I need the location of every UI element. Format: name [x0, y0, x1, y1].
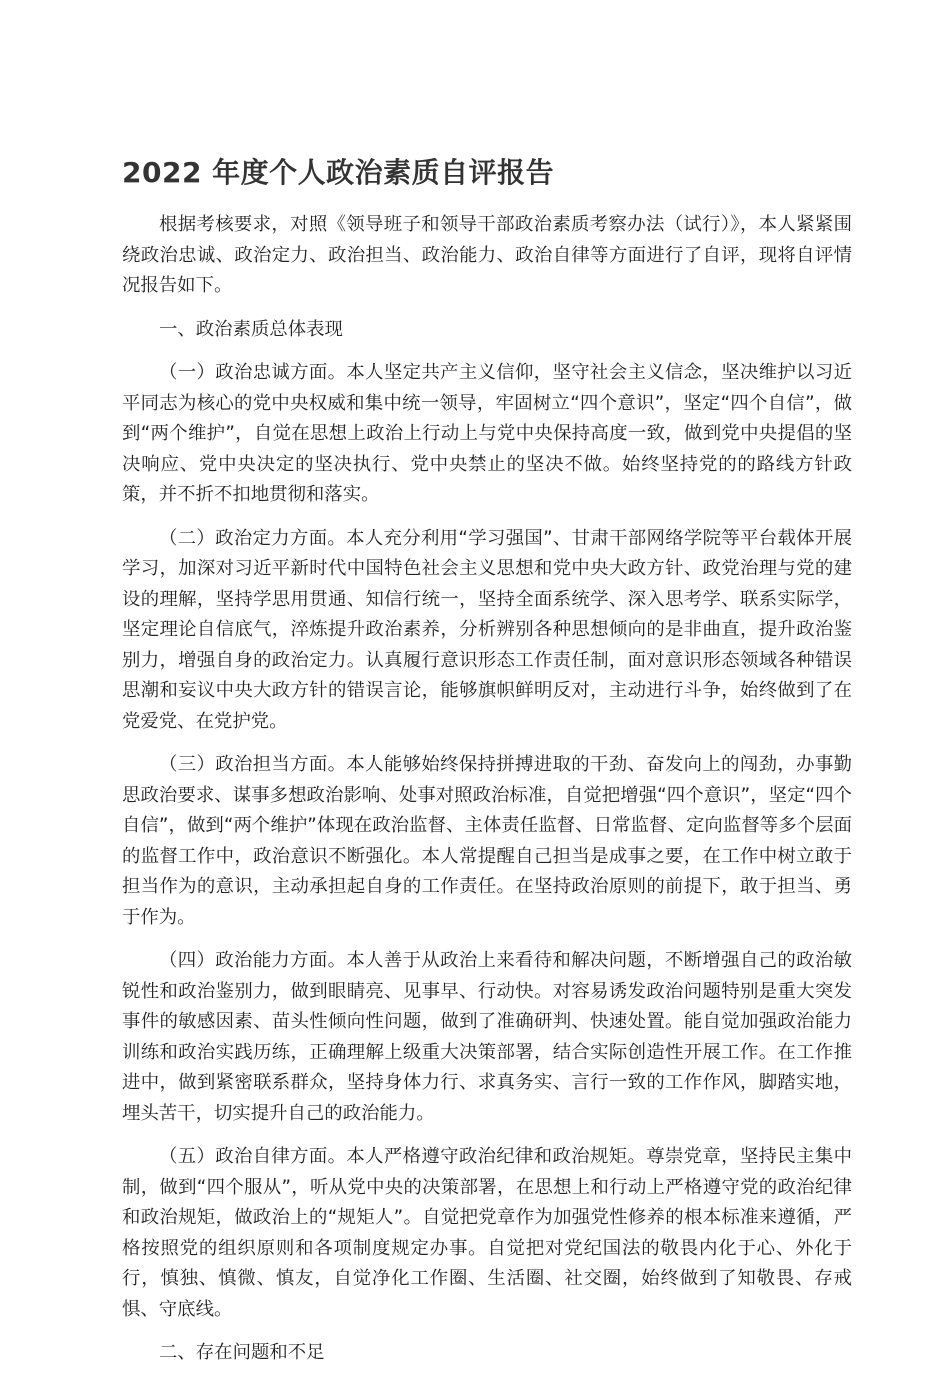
item-political-self-discipline: （五）政治自律方面。本人严格遵守政治纪律和政治规矩。尊崇党章，坚持民主集中制，做到“四个服从”，听从党中央的决策部署，在思想上和行动上严格遵守党的政治纪律和政治规矩，做政治上的“规矩人”。自觉把党章作为加强党性修养的根本标准来遵循，严格按照党的组织原则和各项制度规定办事。自觉把对党纪国法的敬畏内化于心、外化于行，慎独、慎微、慎友，自觉净化工作圈、生活圈、社交圈，始终做到了知敬畏、存戒惧、守底线。	[122, 1146, 852, 1320]
section-heading-overall: 一、政治素质总体表现	[159, 318, 343, 340]
item-political-loyalty: （一）政治忠诚方面。本人坚定共产主义信仰，坚守社会主义信念，坚决维护以习近平同志为核心的党中央权威和集中统一领导，牢固树立“四个意识”，坚定“四个自信”，做到“两个维护”，自觉在思想上政治上行动上与党中央保持高度一致，做到党中央提倡的坚决响应、党中央决定的坚决执行、党中央禁止的坚决不做。始终坚持党的的路线方针政策，并不折不扣地贯彻和落实。	[122, 362, 852, 505]
document-title: 2022 年度个人政治素质自评报告	[122, 156, 555, 189]
document-page	[122, 150, 852, 1382]
intro-paragraph: 根据考核要求，对照《领导班子和领导干部政治素质考察办法（试行）》，本人紧紧围绕政治忠诚、政治定力、政治担当、政治能力、政治自律等方面进行了自评，现将自评情况报告如下。	[122, 214, 852, 296]
item-political-responsibility: （三）政治担当方面。本人能够始终保持拼搏进取的干劲、奋发向上的闯劲，办事勤思政治要求、谋事多想政治影响、处事对照政治标准，自觉把增强“四个意识”，坚定“四个自信”，做到“两个维护”体现在政治监督、主体责任监督、日常监督、定向监督等多个层面的监督工作中，政治意识不断强化。本人常提醒自己担当是成事之要，在工作中树立敢于担当作为的意识，主动承担起自身的工作责任。在坚持政治原则的前提下，敢于担当、勇于作为。	[122, 754, 852, 928]
section-heading-problems: 二、存在问题和不足	[159, 1342, 325, 1363]
item-political-ability: （四）政治能力方面。本人善于从政治上来看待和解决问题，不断增强自己的政治敏锐性和政治鉴别力，做到眼睛亮、见事早、行动快。对容易诱发政治问题特别是重大突发事件的敏感因素、苗头性倾向性问题，做到了准确研判、快速处置。能自觉加强政治能力训练和政治实践历练，正确理解上级重大决策部署，结合实际创造性开展工作。在工作推进中，做到紧密联系群众，坚持身体力行、求真务实、言行一致的工作作风，脚踏实地，埋头苦干，切实提升自己的政治能力。	[122, 950, 852, 1124]
item-political-steadfastness: （二）政治定力方面。本人充分利用“学习强国”、甘肃干部网络学院等平台载体开展学习，加深对习近平新时代中国特色社会主义思想和党中央大政方针、政党治理与党的建设的理解，坚持学思用贯通、知信行统一，坚持全面系统学、深入思考学、联系实际学，坚定理论自信底气，淬炼提升政治素养，分析辨别各种思想倾向的是非曲直，提升政治鉴别力，增强自身的政治定力。认真履行意识形态工作责任制，面对意识形态领域各种错误思潮和妄议中央大政方针的错误言论，能够旗帜鲜明反对，主动进行斗争，始终做到了在党爱党、在党护党。	[122, 527, 852, 732]
